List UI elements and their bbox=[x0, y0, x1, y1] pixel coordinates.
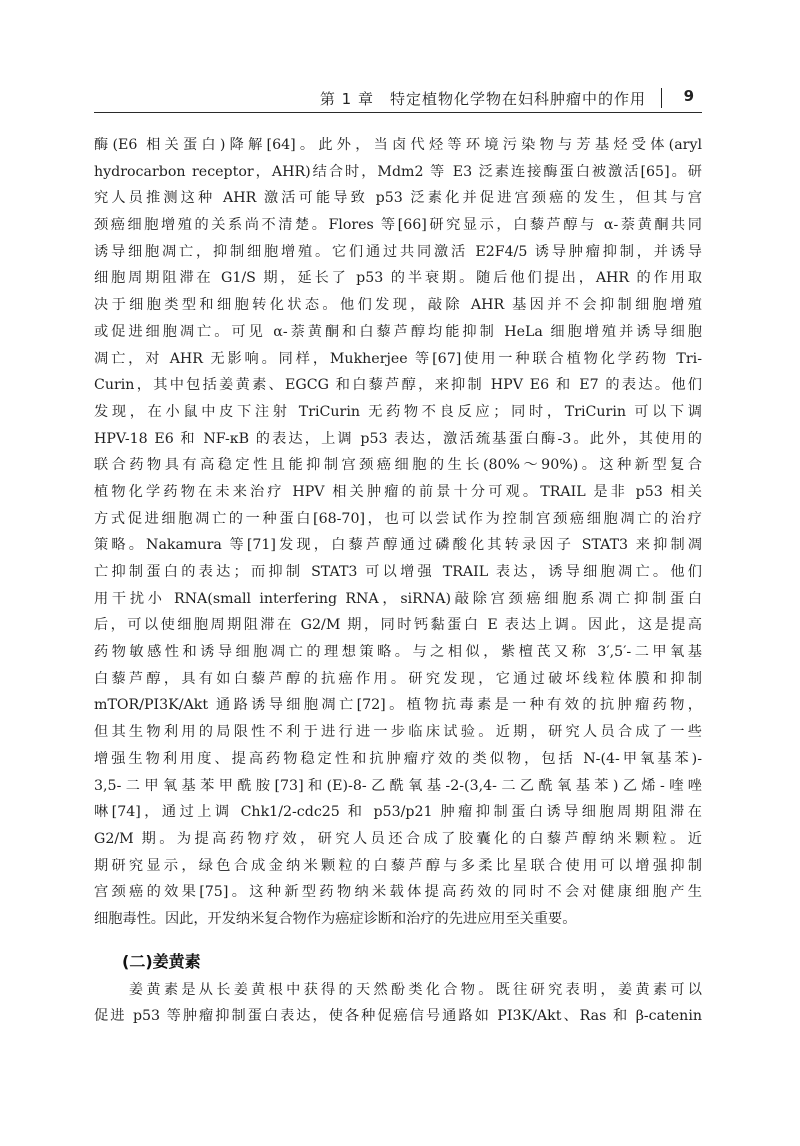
text-line: 究人员推测这种 AHR 激活可能导致 p53 泛素化并促进宫颈癌的发生，但其与宫 bbox=[94, 190, 702, 207]
page-number: 9 bbox=[683, 87, 694, 105]
text-line: 后，可以使细胞周期阻滞在 G2/M 期，同时钙黏蛋白 E 表达上调。因此，这是提高 bbox=[94, 617, 702, 634]
text-line: 3,5-二甲氧基苯甲酰胺[73]和(E)-8-乙酰氧基-2-(3,4-二乙酰氧基苯)乙烯-喹唑 bbox=[94, 777, 702, 794]
header-divider bbox=[661, 88, 662, 108]
text-line: 联合药物具有高稳定性且能抑制宫颈癌细胞的生长(80%～90%)。这种新型复合 bbox=[94, 457, 702, 474]
running-header bbox=[94, 86, 702, 113]
text-line: 促进 p53 等肿瘤抑制蛋白表达，使各种促癌信号通路如 PI3K/Akt、Ras 和 β-catenin bbox=[94, 1008, 702, 1025]
text-line: G2/M 期。为提高药物疗效，研究人员还合成了胶囊化的白藜芦醇纳米颗粒。近 bbox=[94, 830, 702, 847]
text-line: mTOR/PI3K/Akt 通路诱导细胞凋亡[72]。植物抗毒素是一种有效的抗肿瘤药物， bbox=[94, 697, 702, 714]
chapter-title: 第 1 章 特定植物化学物在妇科肿瘤中的作用 bbox=[319, 90, 646, 108]
text-line: 细胞毒性。因此，开发纳米复合物作为癌症诊断和治疗的先进应用至关重要。 bbox=[94, 910, 577, 927]
text-line: 白藜芦醇，具有如白藜芦醇的抗癌作用。研究发现，它通过破坏线粒体膜和抑制 bbox=[94, 670, 702, 687]
text-line: 发现，在小鼠中皮下注射 TriCurin 无药物不良反应；同时，TriCurin 可以下调 bbox=[94, 403, 702, 420]
text-line: 啉[74]，通过上调 Chk1/2-cdc25 和 p53/p21 肿瘤抑制蛋白诱导细胞周期阻滞在 bbox=[94, 804, 702, 821]
text-line: 方式促进细胞凋亡的一种蛋白[68-70]，也可以尝试作为控制宫颈癌细胞凋亡的治疗 bbox=[94, 510, 702, 527]
text-line: 药物敏感性和诱导细胞凋亡的理想策略。与之相似，紫檀芪又称 3′,5′-二甲氧基 bbox=[94, 644, 702, 661]
text-line: 或促进细胞凋亡。可见 α-萘黄酮和白藜芦醇均能抑制 HeLa 细胞增殖并诱导细胞 bbox=[94, 323, 702, 340]
text-line: Curin，其中包括姜黄素、EGCG 和白藜芦醇，来抑制 HPV E6 和 E7 的表达。他们 bbox=[94, 377, 702, 394]
text-line: hydrocarbon receptor，AHR)结合时，Mdm2 等 E3 泛素连接酶蛋白被激活[65]。研 bbox=[94, 163, 702, 180]
text-line: 凋亡，对 AHR 无影响。同样，Mukherjee 等[67]使用一种联合植物化学药物 Tri- bbox=[94, 350, 702, 367]
text-line: 增强生物利用度、提高药物稳定性和抗肿瘤疗效的类似物，包括 N-(4-甲氧基苯)- bbox=[94, 750, 702, 767]
body-text bbox=[94, 132, 702, 1030]
text-line: 亡抑制蛋白的表达；而抑制 STAT3 可以增强 TRAIL 表达，诱导细胞凋亡。他们 bbox=[94, 564, 702, 580]
section-heading: (二)姜黄素 bbox=[122, 951, 201, 971]
text-line: 期研究显示，绿色合成金纳米颗粒的白藜芦醇与多柔比星联合使用可以增强抑制 bbox=[94, 857, 702, 874]
text-line: 酶(E6 相关蛋白)降解[64]。此外，当卤代烃等环境污染物与芳基烃受体(aryl bbox=[94, 137, 702, 153]
text-line: 策略。Nakamura 等[71]发现，白藜芦醇通过磷酸化其转录因子 STAT3 来抑制凋 bbox=[94, 537, 702, 554]
text-line: 姜黄素是从长姜黄根中获得的天然酚类化合物。既往研究表明，姜黄素可以 bbox=[94, 981, 702, 998]
text-line: 诱导细胞凋亡，抑制细胞增殖。它们通过共同激活 E2F4/5 诱导肿瘤抑制，并诱导 bbox=[94, 243, 702, 260]
text-line: 颈癌细胞增殖的关系尚不清楚。Flores 等[66]研究显示，白藜芦醇与 α-萘黄酮共同 bbox=[94, 217, 702, 234]
text-line: HPV-18 E6 和 NF-κB 的表达，上调 p53 表达，激活巯基蛋白酶-3。此外，其使用的 bbox=[94, 430, 702, 447]
text-line: 但其生物利用的局限性不利于进行进一步临床试验。近期，研究人员合成了一些 bbox=[94, 724, 702, 741]
text-line: 用干扰小 RNA(small interfering RNA，siRNA)敲除宫颈癌细胞系凋亡抑制蛋白 bbox=[94, 590, 702, 607]
text-line: 植物化学药物在未来治疗 HPV 相关肿瘤的前景十分可观。TRAIL 是非 p53 相关 bbox=[94, 483, 702, 500]
paragraph-curcumin bbox=[94, 977, 702, 1030]
paragraph-resveratrol bbox=[94, 132, 702, 933]
text-line: 决于细胞类型和细胞转化状态。他们发现，敲除 AHR 基因并不会抑制细胞增殖 bbox=[94, 297, 702, 314]
text-line: 细胞周期阻滞在 G1/S 期，延长了 p53 的半衰期。随后他们提出，AHR 的作用取 bbox=[94, 270, 702, 287]
text-line: 宫颈癌的效果[75]。这种新型药物纳米载体提高药效的同时不会对健康细胞产生 bbox=[94, 884, 702, 901]
